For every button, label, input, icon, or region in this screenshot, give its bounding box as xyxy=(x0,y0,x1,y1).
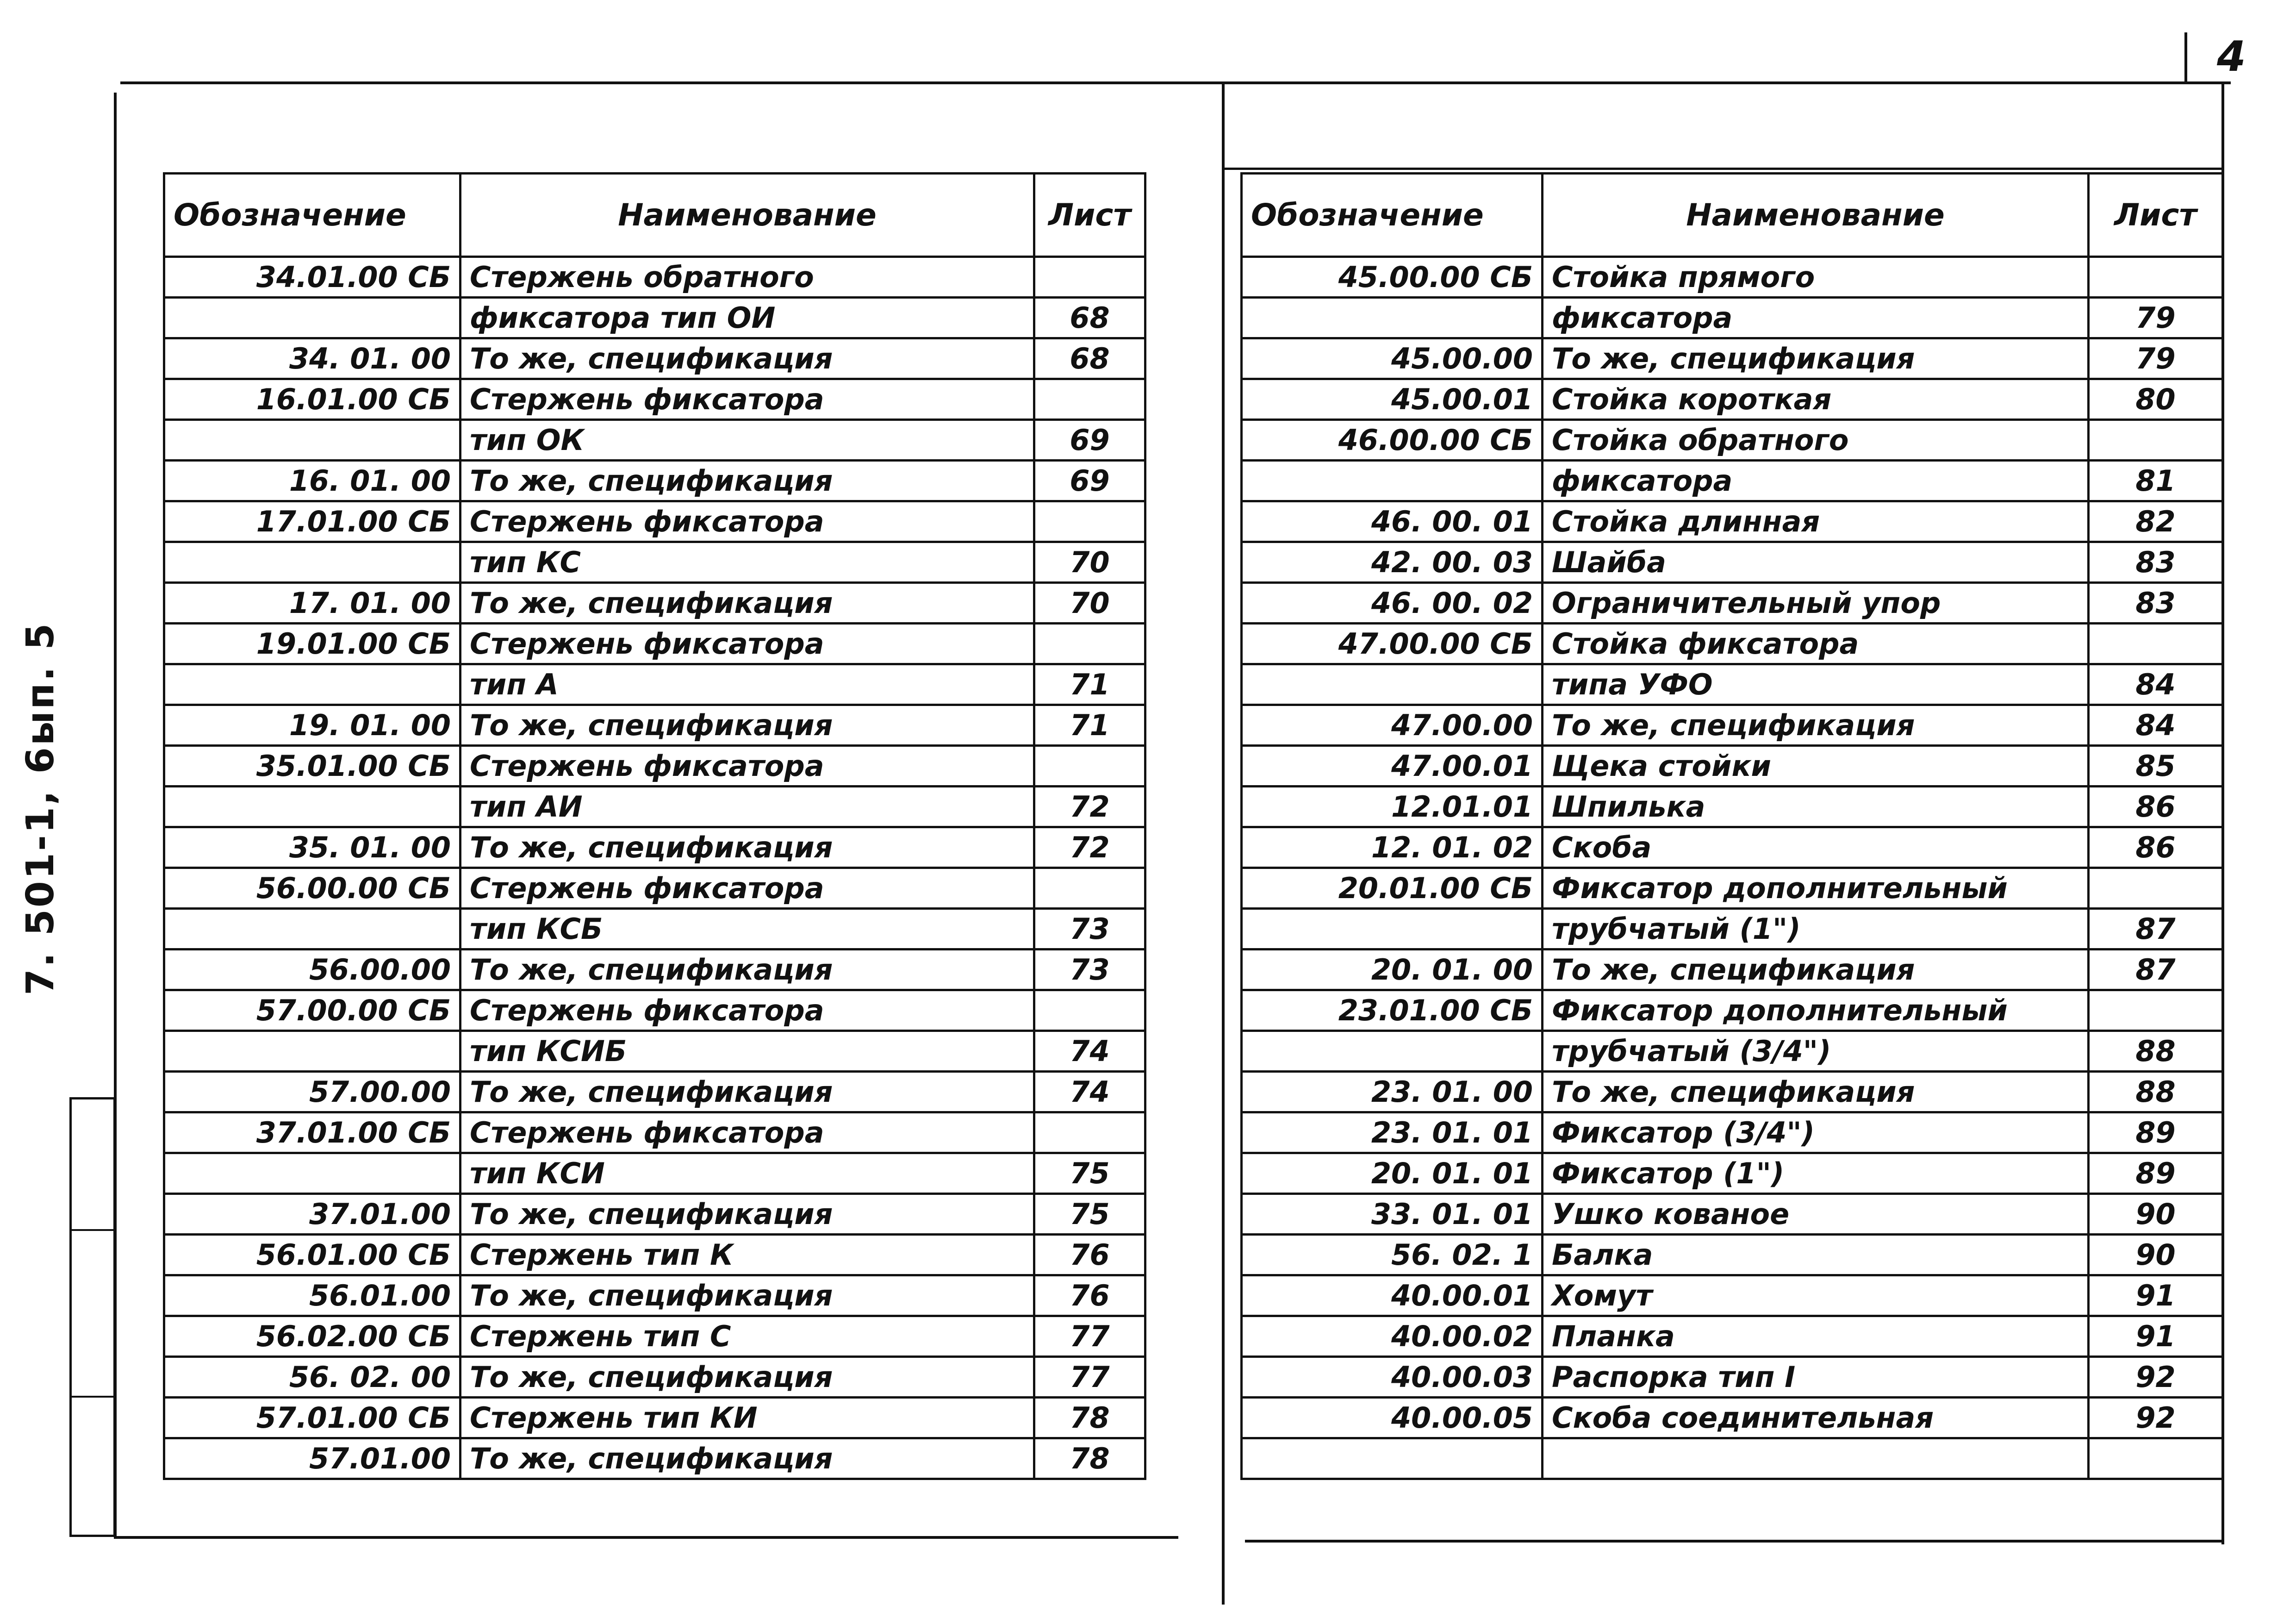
table-row xyxy=(1242,583,2223,624)
table-row xyxy=(1242,1194,2223,1235)
table-row xyxy=(1242,909,2223,949)
cell-designation: 57.01.00 СБ xyxy=(164,1398,460,1438)
cell-name: Фиксатор дополнительный xyxy=(1543,868,2089,909)
table-row xyxy=(164,1275,1145,1316)
cell-name: То же, спецификация xyxy=(460,1275,1034,1316)
cell-designation: 56.00.00 xyxy=(164,949,460,990)
cell-sheet: 77 xyxy=(1034,1316,1145,1357)
cell-designation: 42. 00. 03 xyxy=(1242,542,1543,583)
cell-sheet: 73 xyxy=(1034,909,1145,949)
cell-sheet: 71 xyxy=(1034,664,1145,705)
cell-designation: 35. 01. 00 xyxy=(164,827,460,868)
cell-name: Стержень тип С xyxy=(460,1316,1034,1357)
cell-designation: 56.01.00 СБ xyxy=(164,1235,460,1275)
sheet-number: 4 xyxy=(2217,32,2246,81)
cell-name: Планка xyxy=(1543,1316,2089,1357)
table-row xyxy=(1242,624,2223,664)
cell-name: Стойка короткая xyxy=(1543,379,2089,420)
cell-sheet xyxy=(1034,868,1145,909)
table-row xyxy=(1242,1438,2223,1479)
cell-sheet xyxy=(2089,868,2223,909)
cell-sheet: 71 xyxy=(1034,705,1145,746)
cell-name: Фиксатор дополнительный xyxy=(1543,990,2089,1031)
cell-designation xyxy=(1242,461,1543,501)
cell-name: То же, спецификация xyxy=(1543,1072,2089,1112)
cell-sheet xyxy=(1034,624,1145,664)
cell-sheet xyxy=(2089,1438,2223,1479)
cell-sheet: 70 xyxy=(1034,583,1145,624)
cell-designation: 17. 01. 00 xyxy=(164,583,460,624)
cell-sheet xyxy=(1034,257,1145,298)
cell-sheet: 74 xyxy=(1034,1031,1145,1072)
cell-designation xyxy=(164,420,460,461)
cell-name: То же, спецификация xyxy=(460,827,1034,868)
cell-designation: 56.00.00 СБ xyxy=(164,868,460,909)
table-row xyxy=(164,501,1145,542)
table-row xyxy=(164,664,1145,705)
header-name: Наименование xyxy=(460,174,1034,257)
cell-designation: 56. 02. 00 xyxy=(164,1357,460,1398)
cell-designation: 40.00.01 xyxy=(1242,1275,1543,1316)
cell-designation xyxy=(164,1031,460,1072)
cell-designation: 12.01.01 xyxy=(1242,787,1543,827)
cell-name: То же, спецификация xyxy=(1543,949,2089,990)
cell-name: Хомут xyxy=(1543,1275,2089,1316)
table-row xyxy=(164,624,1145,664)
cell-name: То же, спецификация xyxy=(460,949,1034,990)
table-row xyxy=(1242,542,2223,583)
table-row xyxy=(164,257,1145,298)
binding-stamp-divider xyxy=(72,1229,113,1231)
cell-sheet: 80 xyxy=(2089,379,2223,420)
cell-sheet: 90 xyxy=(2089,1194,2223,1235)
cell-sheet xyxy=(2089,257,2223,298)
cell-designation: 20. 01. 00 xyxy=(1242,949,1543,990)
cell-name: Стержень фиксатора xyxy=(460,868,1034,909)
cell-designation xyxy=(164,542,460,583)
cell-designation: 47.00.01 xyxy=(1242,746,1543,787)
header-sheet: Лист xyxy=(2089,174,2223,257)
cell-name: Стойка прямого xyxy=(1543,257,2089,298)
cell-designation: 16. 01. 00 xyxy=(164,461,460,501)
cell-sheet: 91 xyxy=(2089,1316,2223,1357)
table-row xyxy=(1242,1235,2223,1275)
cell-sheet: 72 xyxy=(1034,787,1145,827)
cell-sheet xyxy=(1034,379,1145,420)
table-row xyxy=(1242,379,2223,420)
cell-sheet xyxy=(2089,624,2223,664)
table-row xyxy=(164,338,1145,379)
cell-designation: 56.02.00 СБ xyxy=(164,1316,460,1357)
table-row xyxy=(1242,664,2223,705)
cell-name: То же, спецификация xyxy=(460,1357,1034,1398)
table-row xyxy=(164,827,1145,868)
cell-name: Фиксатор (1") xyxy=(1543,1153,2089,1194)
cell-designation: 40.00.03 xyxy=(1242,1357,1543,1398)
cell-designation: 57.00.00 xyxy=(164,1072,460,1112)
cell-sheet: 77 xyxy=(1034,1357,1145,1398)
cell-sheet xyxy=(1034,501,1145,542)
table-row xyxy=(1242,787,2223,827)
table-row xyxy=(1242,746,2223,787)
cell-designation: 20.01.00 СБ xyxy=(1242,868,1543,909)
cell-name: Стержень фиксатора xyxy=(460,1112,1034,1153)
cell-sheet: 91 xyxy=(2089,1275,2223,1316)
cell-designation: 45.00.00 СБ xyxy=(1242,257,1543,298)
cell-name: Шайба xyxy=(1543,542,2089,583)
left-spec-table xyxy=(163,172,1146,1480)
table-header-row xyxy=(1242,174,2223,257)
table-row xyxy=(164,379,1145,420)
cell-name: То же, спецификация xyxy=(460,1438,1034,1479)
cell-name: трубчатый (1") xyxy=(1543,909,2089,949)
right-page-header-line xyxy=(1222,168,2224,170)
cell-name: фиксатора xyxy=(1543,298,2089,338)
cell-name: То же, спецификация xyxy=(1543,338,2089,379)
frame-top-line xyxy=(120,81,2231,84)
cell-name: Стержень обратного xyxy=(460,257,1034,298)
document-side-code: 7. 501-1, 6ып. 5 xyxy=(19,621,62,995)
cell-designation: 57.01.00 xyxy=(164,1438,460,1479)
cell-designation xyxy=(164,909,460,949)
cell-name: Стойка фиксатора xyxy=(1543,624,2089,664)
table-row xyxy=(1242,501,2223,542)
cell-designation: 47.00.00 xyxy=(1242,705,1543,746)
cell-sheet: 69 xyxy=(1034,420,1145,461)
cell-name: тип ОК xyxy=(460,420,1034,461)
frame-center-line xyxy=(1222,81,1225,1605)
table-row xyxy=(1242,1153,2223,1194)
cell-designation xyxy=(1242,298,1543,338)
cell-sheet xyxy=(1034,1112,1145,1153)
cell-designation: 19.01.00 СБ xyxy=(164,624,460,664)
cell-name: Скоба xyxy=(1543,827,2089,868)
binding-stamp xyxy=(69,1097,116,1537)
cell-designation xyxy=(164,298,460,338)
cell-sheet: 86 xyxy=(2089,787,2223,827)
table-row xyxy=(164,1194,1145,1235)
cell-name: Щека стойки xyxy=(1543,746,2089,787)
cell-designation: 45.00.00 xyxy=(1242,338,1543,379)
table-row xyxy=(1242,1031,2223,1072)
cell-sheet: 84 xyxy=(2089,705,2223,746)
cell-sheet: 79 xyxy=(2089,298,2223,338)
table-row xyxy=(164,298,1145,338)
table-row xyxy=(1242,1398,2223,1438)
cell-name: тип АИ xyxy=(460,787,1034,827)
cell-designation xyxy=(1242,1438,1543,1479)
cell-sheet: 76 xyxy=(1034,1235,1145,1275)
cell-designation: 33. 01. 01 xyxy=(1242,1194,1543,1235)
table-row xyxy=(1242,1112,2223,1153)
cell-name: Стержень фиксатора xyxy=(460,746,1034,787)
table-row xyxy=(164,787,1145,827)
cell-designation: 23. 01. 00 xyxy=(1242,1072,1543,1112)
cell-name: Стержень фиксатора xyxy=(460,990,1034,1031)
cell-name: То же, спецификация xyxy=(460,583,1034,624)
cell-name: типа УФО xyxy=(1543,664,2089,705)
cell-sheet: 76 xyxy=(1034,1275,1145,1316)
cell-sheet: 84 xyxy=(2089,664,2223,705)
cell-sheet: 85 xyxy=(2089,746,2223,787)
table-row xyxy=(1242,1357,2223,1398)
cell-sheet: 68 xyxy=(1034,338,1145,379)
cell-sheet: 86 xyxy=(2089,827,2223,868)
cell-sheet: 81 xyxy=(2089,461,2223,501)
table-row xyxy=(164,705,1145,746)
cell-sheet: 83 xyxy=(2089,583,2223,624)
table-row xyxy=(1242,868,2223,909)
cell-sheet: 79 xyxy=(2089,338,2223,379)
cell-name: То же, спецификация xyxy=(1543,705,2089,746)
table-row xyxy=(164,1072,1145,1112)
header-name: Наименование xyxy=(1543,174,2089,257)
cell-designation xyxy=(164,1153,460,1194)
cell-name: То же, спецификация xyxy=(460,338,1034,379)
cell-designation: 46. 00. 02 xyxy=(1242,583,1543,624)
table-row xyxy=(164,1235,1145,1275)
cell-sheet: 92 xyxy=(2089,1357,2223,1398)
table-row xyxy=(164,990,1145,1031)
cell-designation: 56. 02. 1 xyxy=(1242,1235,1543,1275)
table-row xyxy=(164,1438,1145,1479)
cell-name: тип КС xyxy=(460,542,1034,583)
cell-name: тип А xyxy=(460,664,1034,705)
cell-designation: 57.00.00 СБ xyxy=(164,990,460,1031)
cell-name: Стойка обратного xyxy=(1543,420,2089,461)
cell-sheet: 78 xyxy=(1034,1438,1145,1479)
right-spec-table xyxy=(1240,172,2224,1480)
header-sheet: Лист xyxy=(1034,174,1145,257)
cell-name: трубчатый (3/4") xyxy=(1543,1031,2089,1072)
cell-name xyxy=(1543,1438,2089,1479)
cell-name: Скоба соединительная xyxy=(1543,1398,2089,1438)
cell-sheet xyxy=(1034,990,1145,1031)
table-row xyxy=(1242,257,2223,298)
cell-designation: 37.01.00 СБ xyxy=(164,1112,460,1153)
cell-sheet: 69 xyxy=(1034,461,1145,501)
table-row xyxy=(164,583,1145,624)
cell-designation: 34. 01. 00 xyxy=(164,338,460,379)
cell-sheet: 78 xyxy=(1034,1398,1145,1438)
table-row xyxy=(164,420,1145,461)
cell-sheet: 89 xyxy=(2089,1112,2223,1153)
table-row xyxy=(1242,990,2223,1031)
cell-name: Стержень тип КИ xyxy=(460,1398,1034,1438)
table-row xyxy=(1242,420,2223,461)
cell-sheet: 72 xyxy=(1034,827,1145,868)
table-row xyxy=(1242,338,2223,379)
cell-sheet: 92 xyxy=(2089,1398,2223,1438)
table-row xyxy=(1242,461,2223,501)
cell-name: тип КСИБ xyxy=(460,1031,1034,1072)
table-row xyxy=(164,1357,1145,1398)
cell-sheet: 75 xyxy=(1034,1153,1145,1194)
sheet-number-tick xyxy=(2184,32,2187,83)
cell-designation: 19. 01. 00 xyxy=(164,705,460,746)
cell-designation xyxy=(164,664,460,705)
cell-designation: 47.00.00 СБ xyxy=(1242,624,1543,664)
cell-sheet xyxy=(1034,746,1145,787)
table-header-row xyxy=(164,174,1145,257)
cell-sheet: 68 xyxy=(1034,298,1145,338)
cell-name: То же, спецификация xyxy=(460,1194,1034,1235)
cell-name: Стержень фиксатора xyxy=(460,379,1034,420)
cell-designation: 40.00.02 xyxy=(1242,1316,1543,1357)
cell-sheet: 90 xyxy=(2089,1235,2223,1275)
table-row xyxy=(164,1316,1145,1357)
cell-sheet: 87 xyxy=(2089,949,2223,990)
cell-name: Ограничительный упор xyxy=(1543,583,2089,624)
cell-designation: 45.00.01 xyxy=(1242,379,1543,420)
cell-sheet: 75 xyxy=(1034,1194,1145,1235)
cell-name: Стержень фиксатора xyxy=(460,501,1034,542)
cell-designation: 16.01.00 СБ xyxy=(164,379,460,420)
cell-designation: 37.01.00 xyxy=(164,1194,460,1235)
table-row xyxy=(164,542,1145,583)
cell-designation: 56.01.00 xyxy=(164,1275,460,1316)
table-row xyxy=(164,909,1145,949)
cell-designation: 17.01.00 СБ xyxy=(164,501,460,542)
table-row xyxy=(164,746,1145,787)
cell-sheet xyxy=(2089,420,2223,461)
cell-designation xyxy=(1242,909,1543,949)
table-row xyxy=(1242,1316,2223,1357)
cell-designation: 40.00.05 xyxy=(1242,1398,1543,1438)
cell-designation xyxy=(1242,664,1543,705)
cell-designation: 23. 01. 01 xyxy=(1242,1112,1543,1153)
cell-name: Шпилька xyxy=(1543,787,2089,827)
binding-stamp-divider xyxy=(72,1396,113,1398)
cell-sheet: 74 xyxy=(1034,1072,1145,1112)
table-row xyxy=(1242,1275,2223,1316)
header-designation: Обозначение xyxy=(1242,174,1543,257)
cell-name: Балка xyxy=(1543,1235,2089,1275)
table-row xyxy=(164,1031,1145,1072)
table-row xyxy=(164,868,1145,909)
cell-designation xyxy=(1242,1031,1543,1072)
cell-designation: 23.01.00 СБ xyxy=(1242,990,1543,1031)
cell-name: Фиксатор (3/4") xyxy=(1543,1112,2089,1153)
cell-designation xyxy=(164,787,460,827)
cell-name: Стойка длинная xyxy=(1543,501,2089,542)
cell-sheet: 70 xyxy=(1034,542,1145,583)
cell-name: Распорка тип I xyxy=(1543,1357,2089,1398)
cell-designation: 46.00.00 СБ xyxy=(1242,420,1543,461)
cell-sheet xyxy=(2089,990,2223,1031)
cell-sheet: 82 xyxy=(2089,501,2223,542)
table-row xyxy=(1242,827,2223,868)
table-row xyxy=(1242,1072,2223,1112)
cell-name: То же, спецификация xyxy=(460,461,1034,501)
cell-name: То же, спецификация xyxy=(460,1072,1034,1112)
cell-name: фиксатора xyxy=(1543,461,2089,501)
frame-bottom-line-right xyxy=(1245,1540,2224,1543)
cell-sheet: 87 xyxy=(2089,909,2223,949)
cell-name: тип КСБ xyxy=(460,909,1034,949)
table-row xyxy=(164,1112,1145,1153)
cell-sheet: 83 xyxy=(2089,542,2223,583)
table-row xyxy=(1242,298,2223,338)
cell-designation: 20. 01. 01 xyxy=(1242,1153,1543,1194)
cell-designation: 34.01.00 СБ xyxy=(164,257,460,298)
cell-name: Стержень фиксатора xyxy=(460,624,1034,664)
cell-sheet: 73 xyxy=(1034,949,1145,990)
cell-sheet: 88 xyxy=(2089,1031,2223,1072)
cell-designation: 46. 00. 01 xyxy=(1242,501,1543,542)
cell-name: Ушко кованое xyxy=(1543,1194,2089,1235)
cell-designation: 12. 01. 02 xyxy=(1242,827,1543,868)
cell-name: фиксатора тип ОИ xyxy=(460,298,1034,338)
header-designation: Обозначение xyxy=(164,174,460,257)
table-row xyxy=(164,949,1145,990)
frame-bottom-line-left xyxy=(114,1536,1178,1539)
cell-name: Стержень тип К xyxy=(460,1235,1034,1275)
table-row xyxy=(164,1398,1145,1438)
cell-name: тип КСИ xyxy=(460,1153,1034,1194)
cell-sheet: 88 xyxy=(2089,1072,2223,1112)
table-row xyxy=(164,1153,1145,1194)
table-row xyxy=(1242,949,2223,990)
cell-designation: 35.01.00 СБ xyxy=(164,746,460,787)
table-row xyxy=(164,461,1145,501)
table-row xyxy=(1242,705,2223,746)
cell-name: То же, спецификация xyxy=(460,705,1034,746)
cell-sheet: 89 xyxy=(2089,1153,2223,1194)
